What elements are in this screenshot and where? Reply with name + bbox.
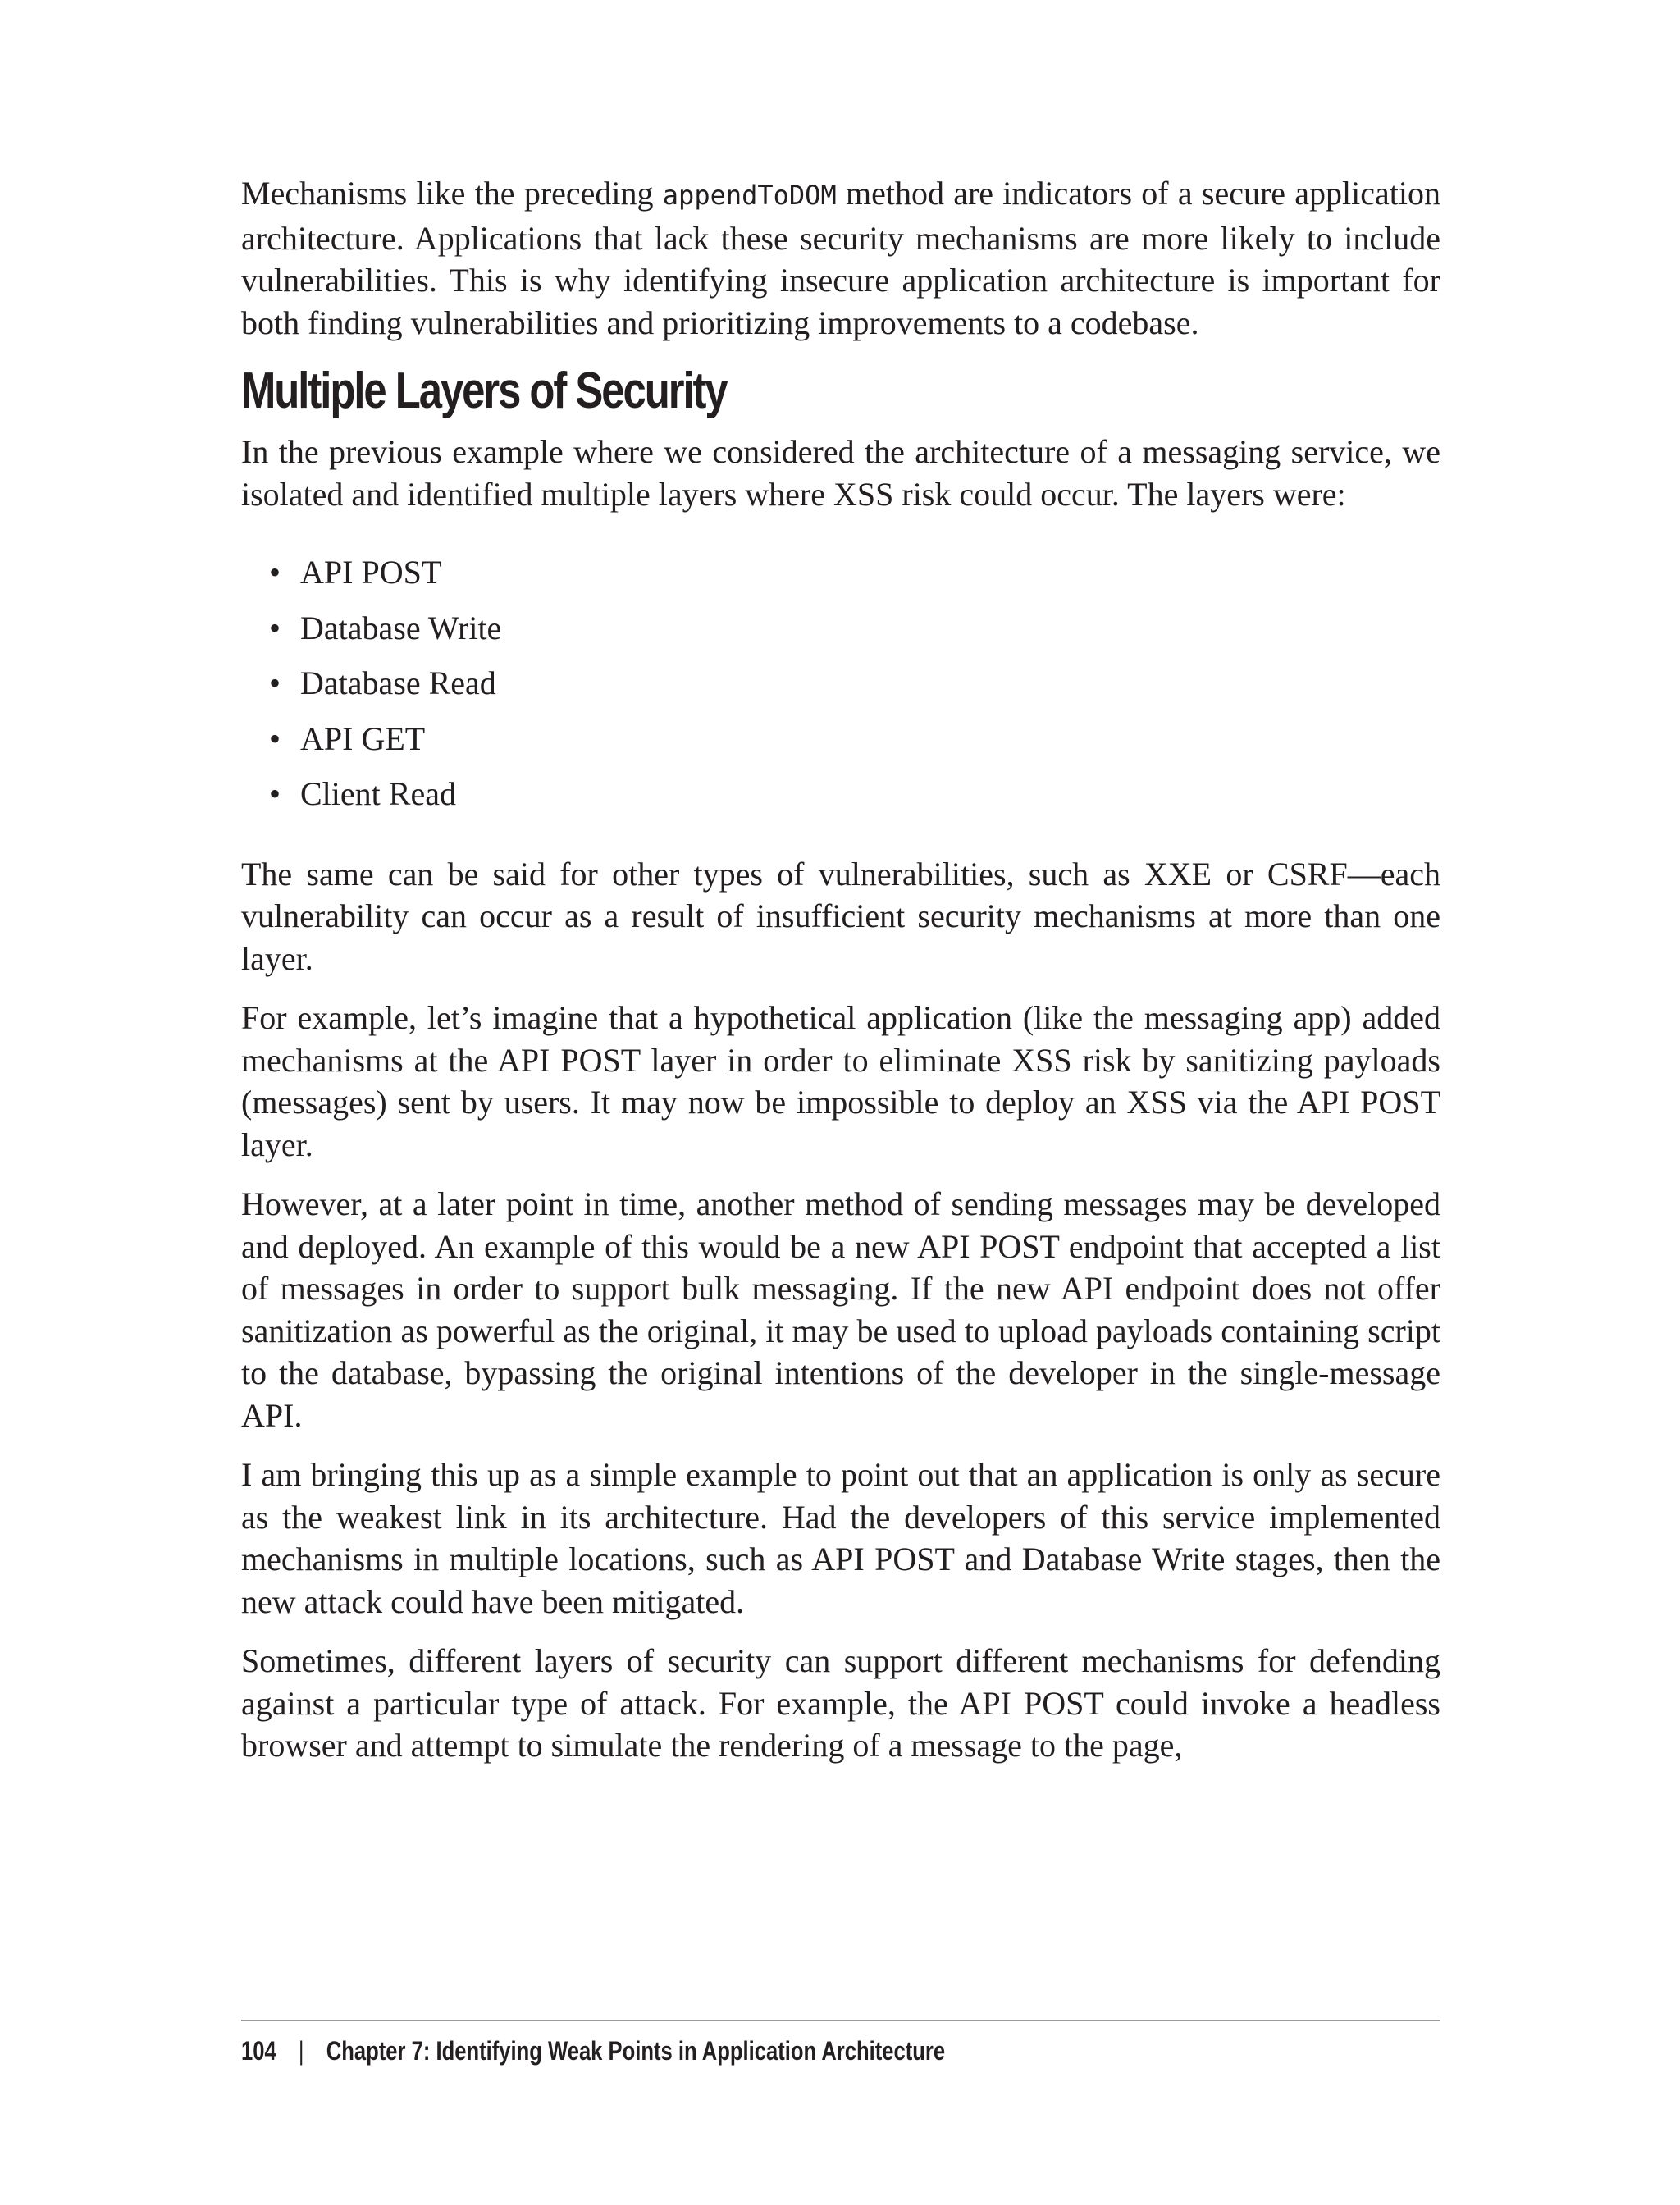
list-item <box>241 766 1440 822</box>
list-item-text: Database Write <box>300 609 502 646</box>
paragraph-other-vulnerabilities: The same can be said for other types of vulnerabilities, such as XXE or CSRF—each vulnerability can occur as a result of insufficient security mechanisms at more than one layer. <box>241 855 1440 977</box>
bullet-icon: • <box>269 554 281 591</box>
bullet-icon: • <box>269 609 281 646</box>
list-item-text: Database Read <box>300 664 496 701</box>
footer-divider <box>241 2020 1440 2021</box>
intro-text-before: Mechanisms like the preceding <box>241 175 663 212</box>
section-heading: Multiple Layers of Security <box>241 363 727 419</box>
page-number: 104 <box>241 2036 276 2066</box>
list-item <box>241 545 1440 600</box>
page-body <box>241 172 1440 1784</box>
paragraph-layers-intro: In the previous example where we considered the architecture of a messaging service, we isolated and identified multiple layers where XSS risk could occur. The layers were: <box>241 433 1440 513</box>
list-item-text: API POST <box>300 554 442 591</box>
bullet-icon: • <box>269 664 281 701</box>
paragraph-example: For example, let’s imagine that a hypothetical application (like the messaging app) added mechanisms at the API POST layer in order to eliminate XSS risk by sanitizing payloads (messages) sent by users. It may now be impossible to deploy an XSS via the API POST layer. <box>241 999 1440 1163</box>
list-item <box>241 711 1440 767</box>
paragraph-different-layers: Sometimes, different layers of security can support different mechanisms for defending against a particular type of attack. For example, the API POST could invoke a headless browser and attempt to simulate the rendering of a message to the page, <box>241 1642 1440 1764</box>
chapter-title: Chapter 7: Identifying Weak Points in Application Architecture <box>326 2036 946 2066</box>
inline-code: appendToDOM <box>662 180 837 211</box>
footer-separator: | <box>298 2036 304 2066</box>
list-item-text: Client Read <box>300 775 456 812</box>
page-footer <box>241 2031 945 2070</box>
paragraph-later-point: However, at a later point in time, another method of sending messages may be developed and deployed. An example of this would be a new API POST endpoint that accepted a list of messages in order to support bulk messaging. If the new API endpoint does not offer sanitization as powerful as the original, it may be used to upload payloads containing script to the database, bypassing the original intentions of the developer in the single-message API. <box>241 1185 1440 1434</box>
list-item <box>241 655 1440 711</box>
paragraph-weakest-link: I am bringing this up as a simple example to point out that an application is only as secure as the weakest link in its architecture. Had the developers of this service implemented mechanisms in multiple locations, such as API POST and Database Write stages, then the new attack could have been mitigated. <box>241 1456 1440 1620</box>
bullet-icon: • <box>269 719 281 757</box>
intro-paragraph <box>241 172 1440 344</box>
layers-list <box>241 545 1440 822</box>
bullet-icon: • <box>269 775 281 812</box>
intro-text-after: method are indicators of a secure application architecture. Applications that lack these security mechanisms are more likely to include vulnerabilities. This is why identifying insecure application architecture is important for both finding vulnerabilities and prioritizing improvements to a codebase. <box>241 175 1441 341</box>
list-item-text: API GET <box>300 719 426 757</box>
list-item <box>241 600 1440 656</box>
